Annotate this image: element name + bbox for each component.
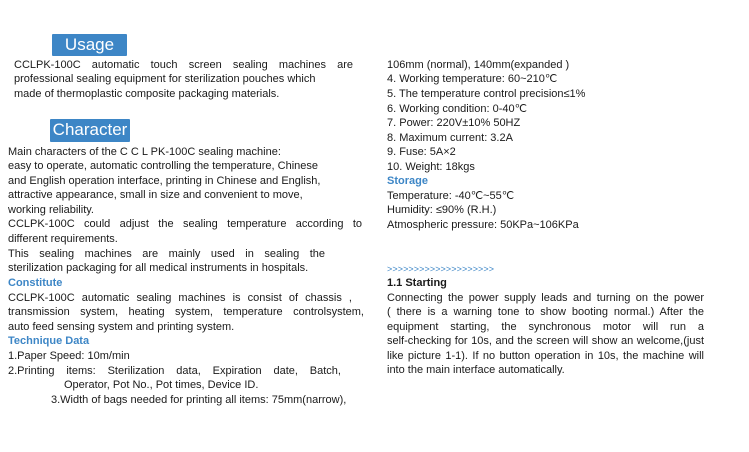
constitute-line-1: CCLPK-100C automatic sealing machines is consist of chassis , xyxy=(8,292,352,304)
technique-item-7: 7. Power: 220V±10% 50HZ xyxy=(387,117,521,129)
storage-heading: Storage xyxy=(387,175,428,187)
technique-item-8: 8. Maximum current: 3.2A xyxy=(387,132,513,144)
usage-line-3: made of thermoplastic composite packaging materials. xyxy=(14,88,280,100)
storage-item-1: Temperature: -40℃~55℃ xyxy=(387,190,515,202)
character-line-3: and English operation interface, printing in Chinese and English, xyxy=(8,175,321,187)
technique-item-10: 10. Weight: 18kgs xyxy=(387,161,475,173)
character-line-2: easy to operate, automatic controlling the temperature, Chinese xyxy=(8,160,319,172)
section-arrows: >>>>>>>>>>>>>>>>>>>> xyxy=(387,264,495,274)
technique-heading: Technique Data xyxy=(8,335,90,347)
starting-line-6: into the main interface automatically. xyxy=(387,364,565,376)
technique-item-6: 6. Working condition: 0-40℃ xyxy=(387,103,527,115)
technique-item-2: 2.Printing items: Sterilization data, Expiration date, Batch, xyxy=(8,365,341,377)
character-line-9: sterilization packaging for all medical instruments in hospitals. xyxy=(8,262,309,274)
technique-item-4: 4. Working temperature: 60~210℃ xyxy=(387,73,558,85)
storage-item-2: Humidity: ≤90% (R.H.) xyxy=(387,204,497,216)
character-heading: Character xyxy=(50,119,130,142)
character-line-7: different requirements. xyxy=(8,233,118,245)
technique-item-9: 9. Fuse: 5A×2 xyxy=(387,146,456,158)
usage-line-1: CCLPK-100C automatic touch screen sealing machines are xyxy=(14,59,353,71)
constitute-heading: Constitute xyxy=(8,277,63,289)
starting-line-4: self-checking for 10s, and the screen will show an welcome,(just xyxy=(387,335,704,347)
storage-item-3: Atmospheric pressure: 50KPa~106KPa xyxy=(387,219,579,231)
constitute-line-2: transmission system, heating system, temperature controlsystem, xyxy=(8,306,364,318)
character-line-8: This sealing machines are mainly used in sealing the xyxy=(8,248,325,260)
starting-line-1: Connecting the power supply leads and turning on the power xyxy=(387,292,704,304)
starting-line-2: ( there is a warning tone to show booting normal.) After the xyxy=(387,306,704,318)
starting-line-5: like picture 1-1). If no button operation in 10s, the machine will xyxy=(387,350,704,362)
character-line-6: CCLPK-100C could adjust the sealing temperature according to xyxy=(8,218,362,230)
technique-item-1: 1.Paper Speed: 10m/min xyxy=(8,350,130,362)
usage-line-2: professional sealing equipment for sterilization pouches which xyxy=(14,73,316,85)
technique-item-3: 3.Width of bags needed for printing all items: 75mm(narrow), xyxy=(51,394,347,406)
starting-heading: 1.1 Starting xyxy=(387,277,447,289)
character-line-5: working reliability. xyxy=(8,204,94,216)
character-line-1: Main characters of the C C L PK-100C sealing machine: xyxy=(8,146,281,158)
usage-heading: Usage xyxy=(52,34,127,56)
character-line-4: attractive appearance, small in size and convenient to move, xyxy=(8,189,303,201)
constitute-line-3: auto feed sensing system and printing system. xyxy=(8,321,235,333)
technique-item-2-cont: Operator, Pot No., Pot times, Device ID. xyxy=(64,379,259,391)
technique-item-5: 5. The temperature control precision≤1% xyxy=(387,88,586,100)
technique-item-3-cont: 106mm (normal), 140mm(expanded ) xyxy=(387,59,570,71)
starting-line-3: equipment starting, the synchronous motor will run a xyxy=(387,321,704,333)
